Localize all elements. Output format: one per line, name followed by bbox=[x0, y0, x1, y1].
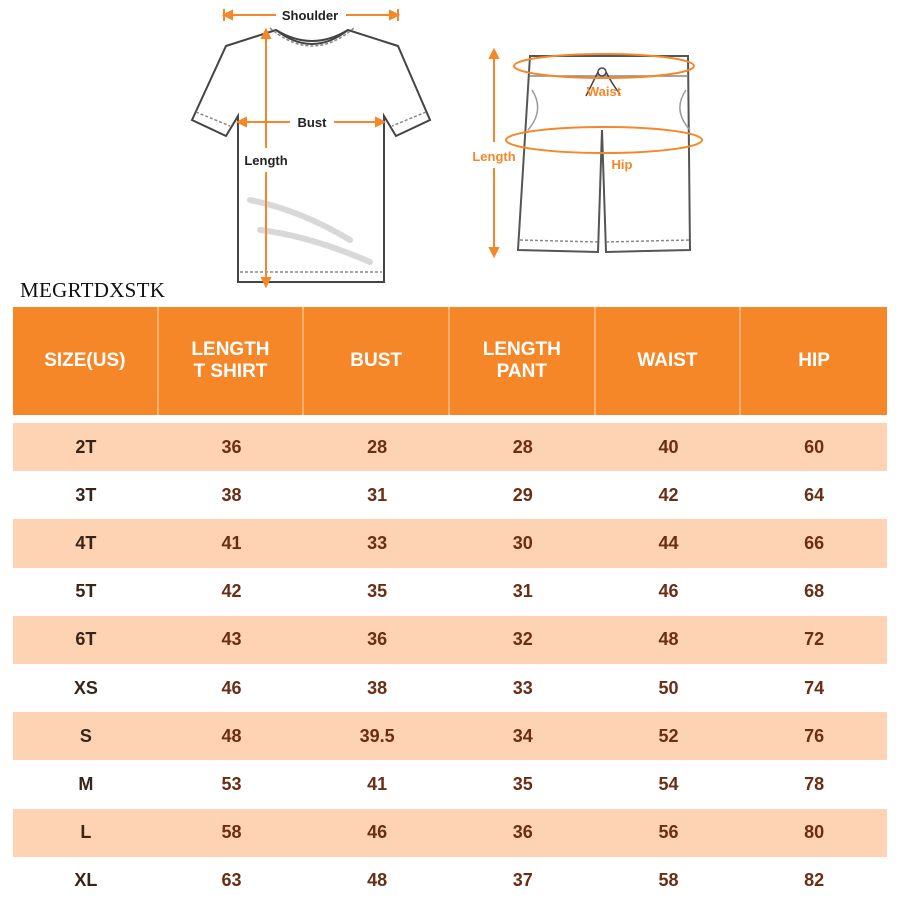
waist-cell: 40 bbox=[596, 423, 742, 471]
hip-cell: 76 bbox=[741, 712, 887, 760]
waist-cell: 56 bbox=[596, 809, 742, 857]
length-tshirt-cell: 48 bbox=[159, 712, 305, 760]
hip-label: Hip bbox=[611, 157, 633, 172]
size-cell: XS bbox=[13, 664, 159, 712]
length-pant-cell: 37 bbox=[450, 857, 596, 905]
header-text-line: PANT bbox=[496, 361, 547, 382]
hip-cell: 60 bbox=[741, 423, 887, 471]
shoulder-label: Shoulder bbox=[281, 8, 339, 23]
length-tshirt-cell: 58 bbox=[159, 809, 305, 857]
length-pant-cell: 30 bbox=[450, 519, 596, 567]
size-cell: 3T bbox=[13, 471, 159, 519]
waist-cell: 44 bbox=[596, 519, 742, 567]
bust-cell: 36 bbox=[304, 616, 450, 664]
waist-cell: 48 bbox=[596, 616, 742, 664]
waist-cell: 58 bbox=[596, 857, 742, 905]
bust-label: Bust bbox=[297, 115, 327, 130]
size-cell: 6T bbox=[13, 616, 159, 664]
length-pant-cell: 34 bbox=[450, 712, 596, 760]
pants-length-label: Length bbox=[472, 149, 516, 164]
bust-cell: 31 bbox=[304, 471, 450, 519]
length-pant-cell: 29 bbox=[450, 471, 596, 519]
header-text-line: BUST bbox=[350, 350, 402, 371]
size-cell: L bbox=[13, 809, 159, 857]
length-tshirt-cell: 63 bbox=[159, 857, 305, 905]
length-tshirt-cell: 43 bbox=[159, 616, 305, 664]
tshirt-illustration bbox=[192, 28, 430, 282]
table-row bbox=[13, 568, 887, 616]
table-row bbox=[13, 857, 887, 905]
length-pant-cell: 35 bbox=[450, 760, 596, 808]
table-row bbox=[13, 712, 887, 760]
bust-cell: 39.5 bbox=[304, 712, 450, 760]
waist-cell: 42 bbox=[596, 471, 742, 519]
header-spacer bbox=[13, 415, 887, 423]
length-tshirt-cell: 42 bbox=[159, 568, 305, 616]
hip-cell: 74 bbox=[741, 664, 887, 712]
length-pant-cell: 28 bbox=[450, 423, 596, 471]
length-tshirt-cell: 46 bbox=[159, 664, 305, 712]
bust-cell: 48 bbox=[304, 857, 450, 905]
header-waist bbox=[596, 307, 742, 415]
table-row bbox=[13, 616, 887, 664]
hip-cell: 68 bbox=[741, 568, 887, 616]
bust-cell: 28 bbox=[304, 423, 450, 471]
hip-cell: 66 bbox=[741, 519, 887, 567]
waist-cell: 52 bbox=[596, 712, 742, 760]
bust-cell: 33 bbox=[304, 519, 450, 567]
table-row bbox=[13, 809, 887, 857]
header-text-line: T SHIRT bbox=[193, 361, 268, 382]
length-pant-cell: 36 bbox=[450, 809, 596, 857]
table-row bbox=[13, 471, 887, 519]
header-size bbox=[13, 307, 159, 415]
waist-cell: 54 bbox=[596, 760, 742, 808]
hip-cell: 80 bbox=[741, 809, 887, 857]
bust-cell: 35 bbox=[304, 568, 450, 616]
measurement-diagrams bbox=[0, 0, 900, 300]
header-text-line: HIP bbox=[798, 350, 830, 371]
waist-cell: 46 bbox=[596, 568, 742, 616]
header-bust bbox=[304, 307, 450, 415]
size-chart-table bbox=[13, 307, 887, 905]
length-tshirt-cell: 36 bbox=[159, 423, 305, 471]
length-tshirt-cell: 53 bbox=[159, 760, 305, 808]
header-text-line: WAIST bbox=[637, 350, 698, 371]
header-text-line: SIZE(US) bbox=[44, 350, 126, 371]
table-header-row bbox=[13, 307, 887, 415]
header-length-tshirt bbox=[159, 307, 305, 415]
table-row bbox=[13, 519, 887, 567]
size-cell: XL bbox=[13, 857, 159, 905]
length-pant-cell: 31 bbox=[450, 568, 596, 616]
size-cell: 4T bbox=[13, 519, 159, 567]
size-cell: S bbox=[13, 712, 159, 760]
table-row bbox=[13, 423, 887, 471]
waist-label: Waist bbox=[586, 84, 622, 99]
size-cell: M bbox=[13, 760, 159, 808]
shirt-length-label: Length bbox=[244, 153, 288, 168]
hip-cell: 82 bbox=[741, 857, 887, 905]
length-tshirt-cell: 41 bbox=[159, 519, 305, 567]
bust-cell: 41 bbox=[304, 760, 450, 808]
header-hip bbox=[741, 307, 887, 415]
size-cell: 2T bbox=[13, 423, 159, 471]
brand-label: MEGRTDXSTK bbox=[20, 278, 166, 302]
hip-cell: 78 bbox=[741, 760, 887, 808]
length-tshirt-cell: 38 bbox=[159, 471, 305, 519]
table-row bbox=[13, 760, 887, 808]
header-length-pant bbox=[450, 307, 596, 415]
header-text-line: LENGTH bbox=[191, 339, 270, 360]
table-body bbox=[13, 415, 887, 905]
bust-cell: 38 bbox=[304, 664, 450, 712]
length-pant-cell: 33 bbox=[450, 664, 596, 712]
bust-cell: 46 bbox=[304, 809, 450, 857]
waist-cell: 50 bbox=[596, 664, 742, 712]
size-cell: 5T bbox=[13, 568, 159, 616]
length-pant-cell: 32 bbox=[450, 616, 596, 664]
hip-cell: 72 bbox=[741, 616, 887, 664]
table-row bbox=[13, 664, 887, 712]
header-text-line: LENGTH bbox=[482, 339, 561, 360]
hip-cell: 64 bbox=[741, 471, 887, 519]
